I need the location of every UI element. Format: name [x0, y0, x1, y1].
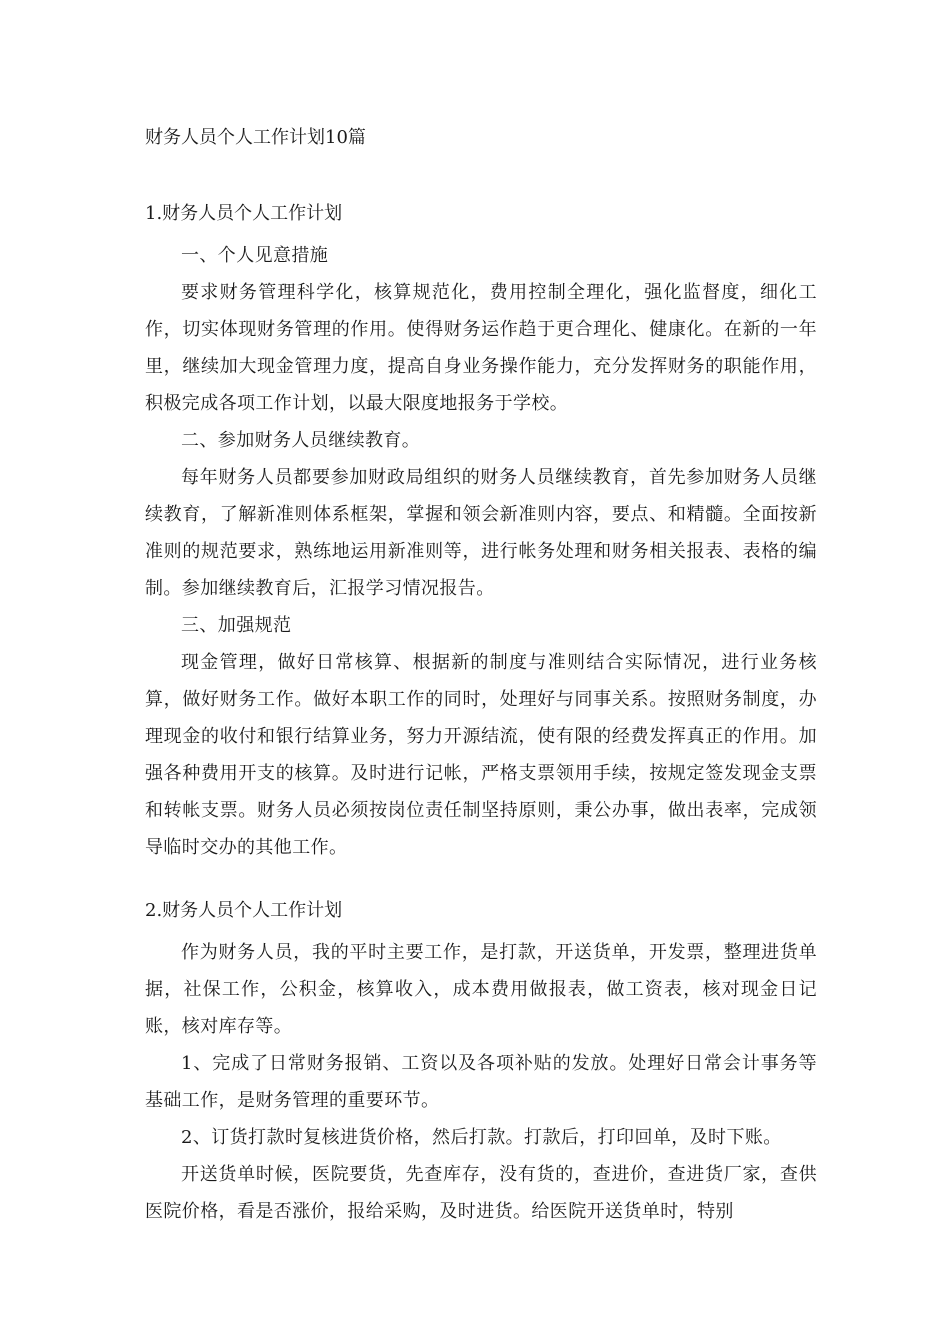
paragraph: 要求财务管理科学化，核算规范化，费用控制全理化，强化监督度，细化工作，切实体现财务管理的作用。使得财务运作趋于更合理化、健康化。在新的一年里，继续加大现金管理力度，提高自身业务操作能力，充分发挥财务的职能作用，积极完成各项工作计划，以最大限度地报务于学校。	[145, 282, 817, 414]
paragraph: 2、订货打款时复核进货价格，然后打款。打款后，打印回单，及时下账。	[181, 1127, 782, 1148]
section-heading: 2.财务人员个人工作计划	[145, 900, 343, 921]
document-title: 财务人员个人工作计划10篇	[145, 127, 366, 148]
paragraph: 每年财务人员都要参加财政局组织的财务人员继续教育，首先参加财务人员继续教育，了解新准则体系框架，掌握和领会新准则内容，要点、和精髓。全面按新准则的规范要求，熟练地运用新准则等，进行帐务处理和财务相关报表、表格的编制。参加继续教育后，汇报学习情况报告。	[145, 467, 817, 599]
paragraph: 1、完成了日常财务报销、工资以及各项补贴的发放。处理好日常会计事务等基础工作，是财务管理的重要环节。	[145, 1053, 817, 1111]
sub-heading: 三、加强规范	[181, 615, 292, 636]
sub-heading: 二、参加财务人员继续教育。	[181, 430, 421, 451]
section-2	[145, 897, 817, 1230]
section-heading: 1.财务人员个人工作计划	[145, 203, 343, 224]
paragraph: 现金管理，做好日常核算、根据新的制度与准则结合实际情况，进行业务核算，做好财务工作。做好本职工作的同时，处理好与同事关系。按照财务制度，办理现金的收付和银行结算业务，努力开源结流，使有限的经费发挥真正的作用。加强各种费用开支的核算。及时进行记帐，严格支票领用手续，按规定签发现金支票和转帐支票。财务人员必须按岗位责任制坚持原则，秉公办事，做出表率，完成领导临时交办的其他工作。	[145, 652, 817, 858]
paragraph: 开送货单时候，医院要货，先查库存，没有货的，查进价，查进货厂家，查供医院价格，看是否涨价，报给采购，及时进货。给医院开送货单时，特别	[145, 1164, 817, 1222]
sub-heading: 一、个人见意措施	[181, 245, 329, 266]
section-1	[145, 200, 817, 866]
paragraph: 作为财务人员，我的平时主要工作，是打款，开送货单，开发票，整理进货单据，社保工作，公积金，核算收入，成本费用做报表，做工资表，核对现金日记账，核对库存等。	[145, 942, 817, 1037]
